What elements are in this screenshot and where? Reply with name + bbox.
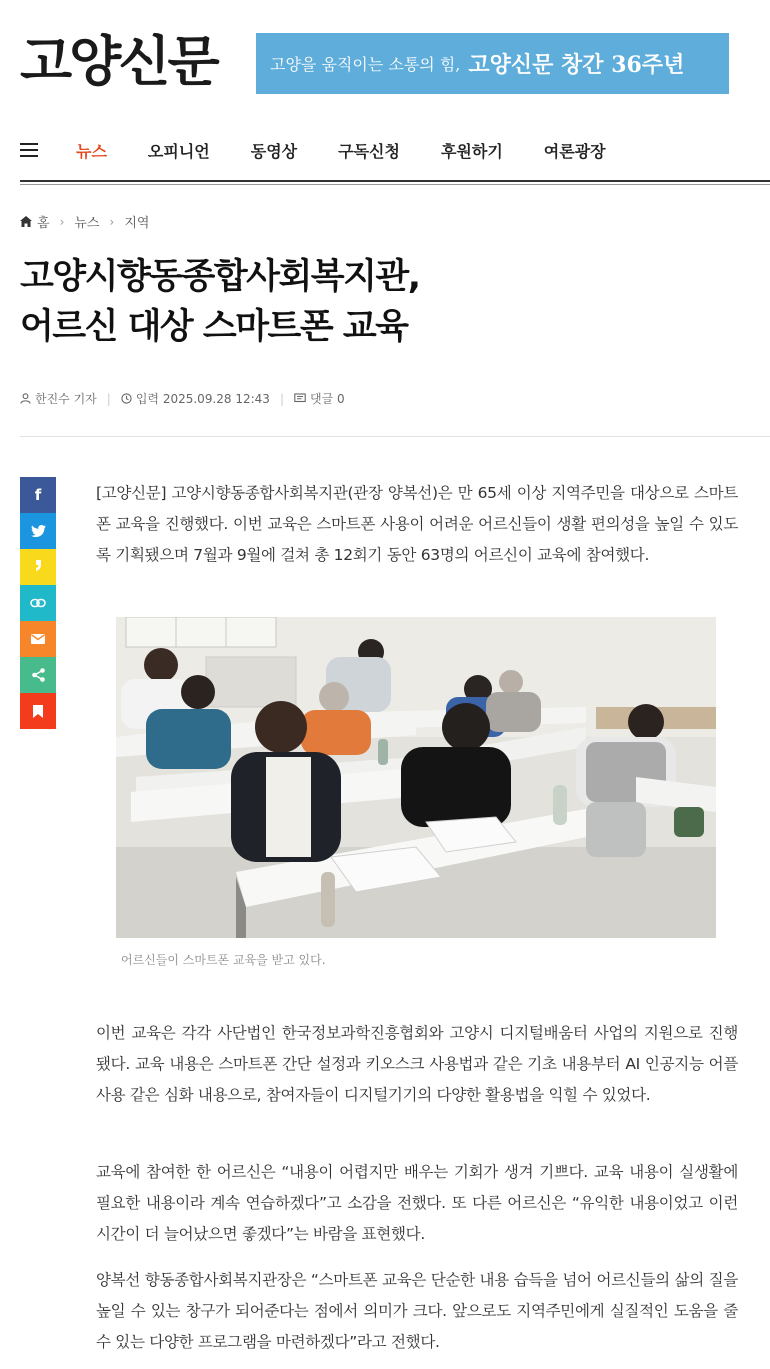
anniversary-banner[interactable] bbox=[256, 33, 729, 94]
article-title bbox=[20, 252, 750, 352]
link-icon[interactable] bbox=[20, 585, 56, 621]
chevron-right-icon: › bbox=[59, 214, 65, 229]
article-paragraph: [고양신문] 고양시향동종합사회복지관(관장 양복선)은 만 65세 이상 지역주민을 대상으로 스마트폰 교육을 진행했다. 이번 교육은 스마트폰 사용이 어려운 어르신들이 생활 편의성을 높일 수 있도록 기획됐으며 7월과 9월에 걸쳐 총 12회기 동안 63명의 어르신이 교육에 참여했다. bbox=[96, 484, 738, 564]
share-bar bbox=[20, 477, 56, 729]
nav-item-video[interactable]: 동영상 bbox=[250, 141, 298, 161]
bookmark-icon[interactable] bbox=[20, 693, 56, 729]
chevron-right-icon: › bbox=[109, 214, 115, 229]
meta-divider bbox=[20, 436, 770, 437]
article-paragraph: 교육에 참여한 한 어르신은 “내용이 어렵지만 배우는 기회가 생겨 기쁘다. 교육 내용이 실생활에 필요한 내용이라 계속 연습하겠다”고 소감을 전했다. 또 다른 어르신은 “유익한 내용이었고 이런 시간이 더 늘어났으면 좋겠다”는 바람을 표현했다. bbox=[96, 1163, 738, 1243]
clock-icon bbox=[121, 393, 132, 404]
nav-item-subscribe[interactable]: 구독신청 bbox=[338, 141, 400, 161]
nav-item-news[interactable]: 뉴스 bbox=[76, 141, 107, 161]
breadcrumb-home[interactable]: 홈 bbox=[37, 216, 50, 231]
article-title-line2: 어르신 대상 스마트폰 교육 bbox=[20, 307, 408, 347]
facebook-glyph: f bbox=[34, 486, 42, 504]
photo-caption: 어르신들이 스마트폰 교육을 받고 있다. bbox=[121, 953, 326, 967]
kakaostory-icon[interactable] bbox=[20, 549, 56, 585]
article-meta bbox=[20, 390, 345, 407]
banner-title: 고양신문 창간 36주년 bbox=[468, 52, 685, 78]
nav-item-donate[interactable]: 후원하기 bbox=[440, 141, 503, 161]
breadcrumb-news[interactable]: 뉴스 bbox=[74, 216, 100, 231]
classroom-photo-illustration bbox=[116, 617, 716, 938]
article-title-line1: 고양시향동종합사회복지관, bbox=[20, 257, 420, 297]
article-paragraph: 이번 교육은 각각 사단법인 한국정보과학진흥협회와 고양시 디지털배움터 사업의 지원으로 진행됐다. 교육 내용은 스마트폰 간단 설정과 키오스크 사용법과 같은 기초 내용부터 AI 인공지능 어플 사용 같은 심화 내용으로, 참여자들이 디지털기기의 다양한 활용법을 익힐 수 있었다. bbox=[96, 1024, 738, 1104]
email-icon[interactable] bbox=[20, 621, 56, 657]
site-logo[interactable]: 고양신문 bbox=[20, 30, 217, 93]
article-author[interactable]: 한진수 기자 bbox=[35, 392, 97, 406]
banner-tagline: 고양을 움직이는 소통의 힘, bbox=[270, 55, 461, 74]
breadcrumb-region[interactable]: 지역 bbox=[124, 216, 150, 231]
nav-divider-thin bbox=[20, 184, 770, 185]
twitter-icon[interactable] bbox=[20, 513, 56, 549]
nav-item-forum[interactable]: 여론광장 bbox=[543, 141, 606, 161]
article-date: 입력 2025.09.28 12:43 bbox=[135, 392, 270, 406]
home-icon bbox=[20, 216, 32, 227]
meta-separator: | bbox=[106, 391, 111, 406]
main-nav bbox=[20, 132, 647, 168]
meta-separator: | bbox=[279, 391, 284, 406]
breadcrumb bbox=[20, 212, 149, 231]
comment-icon bbox=[294, 393, 306, 404]
facebook-icon[interactable] bbox=[20, 477, 56, 513]
user-icon bbox=[20, 393, 31, 404]
article-paragraph: 양복선 향동종합사회복지관장은 “스마트폰 교육은 단순한 내용 습득을 넘어 어르신들의 삶의 질을 높일 수 있는 창구가 되어준다는 점에서 의미가 크다. 앞으로도 지역주민에게 실질적인 도움을 줄 수 있는 다양한 프로그램을 마련하겠다”라고 전했다. bbox=[96, 1271, 738, 1351]
nav-item-opinion[interactable]: 오피니언 bbox=[147, 141, 210, 161]
article-photo[interactable] bbox=[116, 617, 716, 938]
article-comments[interactable]: 댓글 0 bbox=[309, 392, 345, 406]
nav-divider bbox=[20, 180, 770, 182]
menu-icon[interactable] bbox=[20, 143, 40, 157]
share-icon[interactable] bbox=[20, 657, 56, 693]
